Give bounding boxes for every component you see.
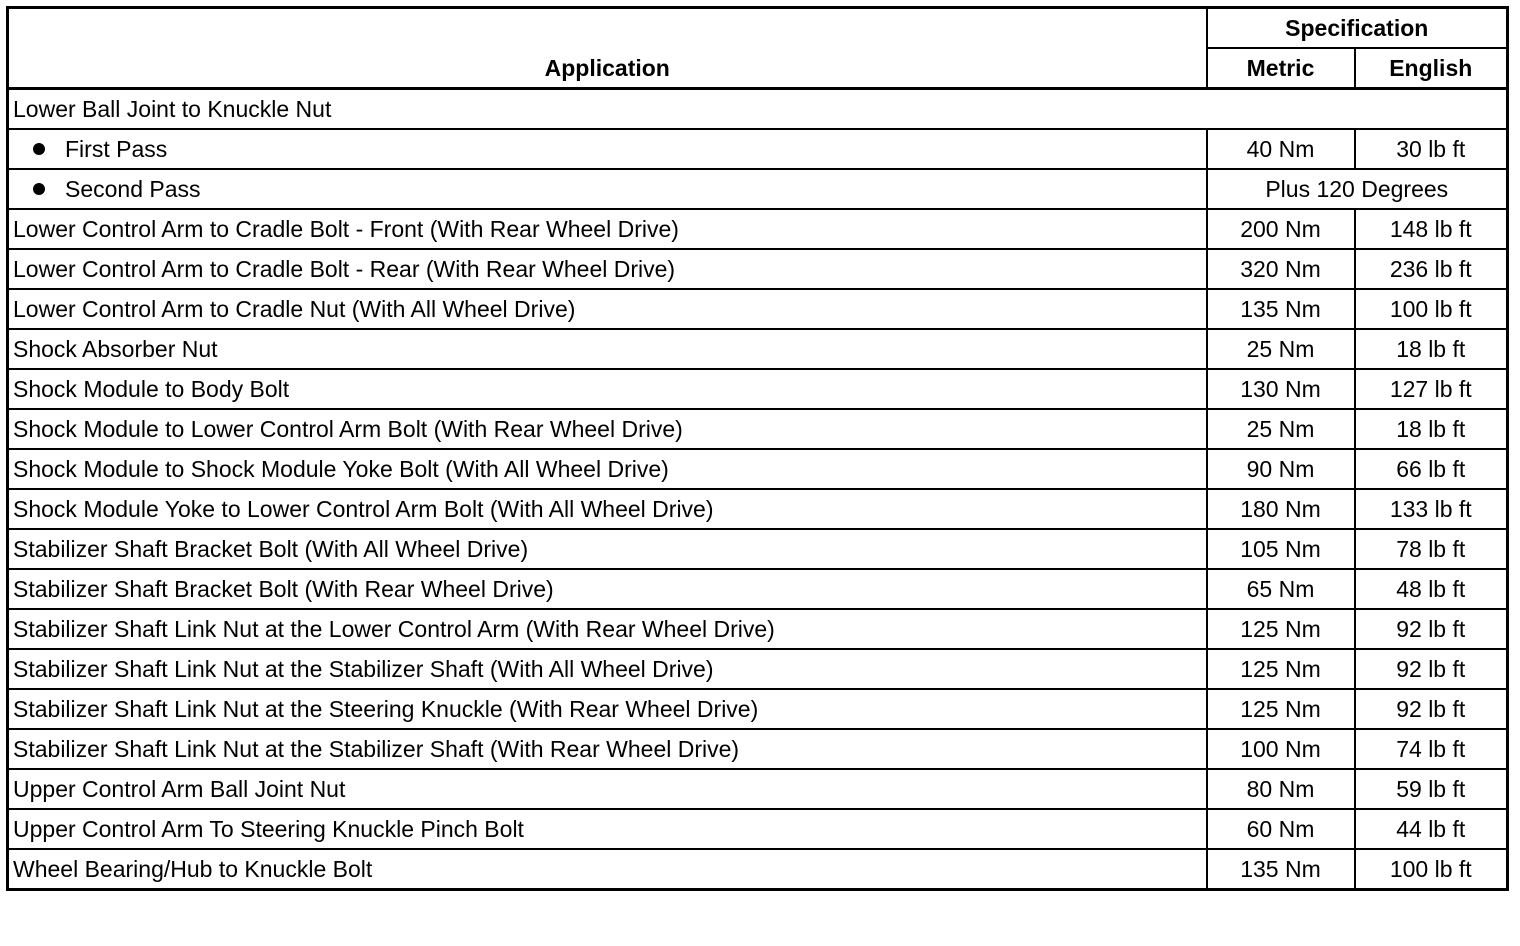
metric-cell: 60 Nm <box>1207 809 1355 849</box>
table-row <box>8 729 1508 769</box>
english-cell: 44 lb ft <box>1355 809 1508 849</box>
metric-cell: 125 Nm <box>1207 689 1355 729</box>
metric-cell: 65 Nm <box>1207 569 1355 609</box>
application-cell: Upper Control Arm Ball Joint Nut <box>8 769 1207 809</box>
metric-cell: 320 Nm <box>1207 249 1355 289</box>
application-cell: Stabilizer Shaft Link Nut at the Stabilizer Shaft (With Rear Wheel Drive) <box>8 729 1207 769</box>
metric-cell: 105 Nm <box>1207 529 1355 569</box>
second-pass-spec: Plus 120 Degrees <box>1207 169 1508 209</box>
table-row <box>8 329 1508 369</box>
table-row <box>8 489 1508 529</box>
application-cell: Stabilizer Shaft Link Nut at the Stabilizer Shaft (With All Wheel Drive) <box>8 649 1207 689</box>
english-cell: 148 lb ft <box>1355 209 1508 249</box>
english-cell: 59 lb ft <box>1355 769 1508 809</box>
group-title-row <box>8 89 1508 130</box>
group-title: Lower Ball Joint to Knuckle Nut <box>8 89 1508 130</box>
english-cell: 92 lb ft <box>1355 689 1508 729</box>
bullet-icon <box>33 183 45 195</box>
english-cell: 133 lb ft <box>1355 489 1508 529</box>
metric-cell: 180 Nm <box>1207 489 1355 529</box>
application-cell: Stabilizer Shaft Bracket Bolt (With Rear Wheel Drive) <box>8 569 1207 609</box>
metric-cell: 135 Nm <box>1207 289 1355 329</box>
english-cell: 74 lb ft <box>1355 729 1508 769</box>
table-row <box>8 809 1508 849</box>
english-cell: 48 lb ft <box>1355 569 1508 609</box>
metric-cell: 100 Nm <box>1207 729 1355 769</box>
english-cell: 18 lb ft <box>1355 409 1508 449</box>
application-cell: Stabilizer Shaft Link Nut at the Lower Control Arm (With Rear Wheel Drive) <box>8 609 1207 649</box>
english-cell: 18 lb ft <box>1355 329 1508 369</box>
english-cell: 236 lb ft <box>1355 249 1508 289</box>
application-cell: Shock Module Yoke to Lower Control Arm Bolt (With All Wheel Drive) <box>8 489 1207 529</box>
english-cell: 66 lb ft <box>1355 449 1508 489</box>
bullet-icon <box>33 143 45 155</box>
application-cell: Shock Module to Shock Module Yoke Bolt (With All Wheel Drive) <box>8 449 1207 489</box>
english-cell: 100 lb ft <box>1355 289 1508 329</box>
table-row <box>8 529 1508 569</box>
first-pass-cell <box>8 129 1207 169</box>
metric-cell: 25 Nm <box>1207 329 1355 369</box>
application-cell: Wheel Bearing/Hub to Knuckle Bolt <box>8 849 1207 890</box>
torque-spec-table <box>6 6 1509 891</box>
table-row <box>8 289 1508 329</box>
metric-cell: 25 Nm <box>1207 409 1355 449</box>
application-cell: Shock Module to Lower Control Arm Bolt (With Rear Wheel Drive) <box>8 409 1207 449</box>
metric-cell: 125 Nm <box>1207 649 1355 689</box>
first-pass-label: First Pass <box>65 135 168 162</box>
table-row <box>8 609 1508 649</box>
table-body <box>8 89 1508 890</box>
table-row <box>8 369 1508 409</box>
application-cell: Lower Control Arm to Cradle Bolt - Rear (With Rear Wheel Drive) <box>8 249 1207 289</box>
application-header: Application <box>8 8 1207 89</box>
application-cell: Stabilizer Shaft Bracket Bolt (With All Wheel Drive) <box>8 529 1207 569</box>
metric-cell: 80 Nm <box>1207 769 1355 809</box>
first-pass-row <box>8 129 1508 169</box>
second-pass-cell <box>8 169 1207 209</box>
english-cell: 127 lb ft <box>1355 369 1508 409</box>
application-cell: Lower Control Arm to Cradle Bolt - Front (With Rear Wheel Drive) <box>8 209 1207 249</box>
metric-cell: 200 Nm <box>1207 209 1355 249</box>
second-pass-label: Second Pass <box>65 175 201 202</box>
metric-cell: 130 Nm <box>1207 369 1355 409</box>
english-cell: 78 lb ft <box>1355 529 1508 569</box>
english-header: English <box>1355 48 1508 89</box>
first-pass-metric: 40 Nm <box>1207 129 1355 169</box>
application-cell: Shock Absorber Nut <box>8 329 1207 369</box>
metric-header: Metric <box>1207 48 1355 89</box>
application-cell: Lower Control Arm to Cradle Nut (With All Wheel Drive) <box>8 289 1207 329</box>
second-pass-row <box>8 169 1508 209</box>
table-row <box>8 689 1508 729</box>
table-row <box>8 409 1508 449</box>
application-cell: Stabilizer Shaft Link Nut at the Steering Knuckle (With Rear Wheel Drive) <box>8 689 1207 729</box>
table-row <box>8 649 1508 689</box>
table-header <box>8 8 1508 89</box>
english-cell: 92 lb ft <box>1355 649 1508 689</box>
table-row <box>8 249 1508 289</box>
application-cell: Shock Module to Body Bolt <box>8 369 1207 409</box>
specification-header: Specification <box>1207 8 1508 49</box>
table-row <box>8 569 1508 609</box>
application-cell: Upper Control Arm To Steering Knuckle Pinch Bolt <box>8 809 1207 849</box>
metric-cell: 125 Nm <box>1207 609 1355 649</box>
table-row <box>8 209 1508 249</box>
english-cell: 92 lb ft <box>1355 609 1508 649</box>
first-pass-english: 30 lb ft <box>1355 129 1508 169</box>
table-row <box>8 849 1508 890</box>
table-row <box>8 449 1508 489</box>
english-cell: 100 lb ft <box>1355 849 1508 890</box>
metric-cell: 90 Nm <box>1207 449 1355 489</box>
metric-cell: 135 Nm <box>1207 849 1355 890</box>
table-row <box>8 769 1508 809</box>
